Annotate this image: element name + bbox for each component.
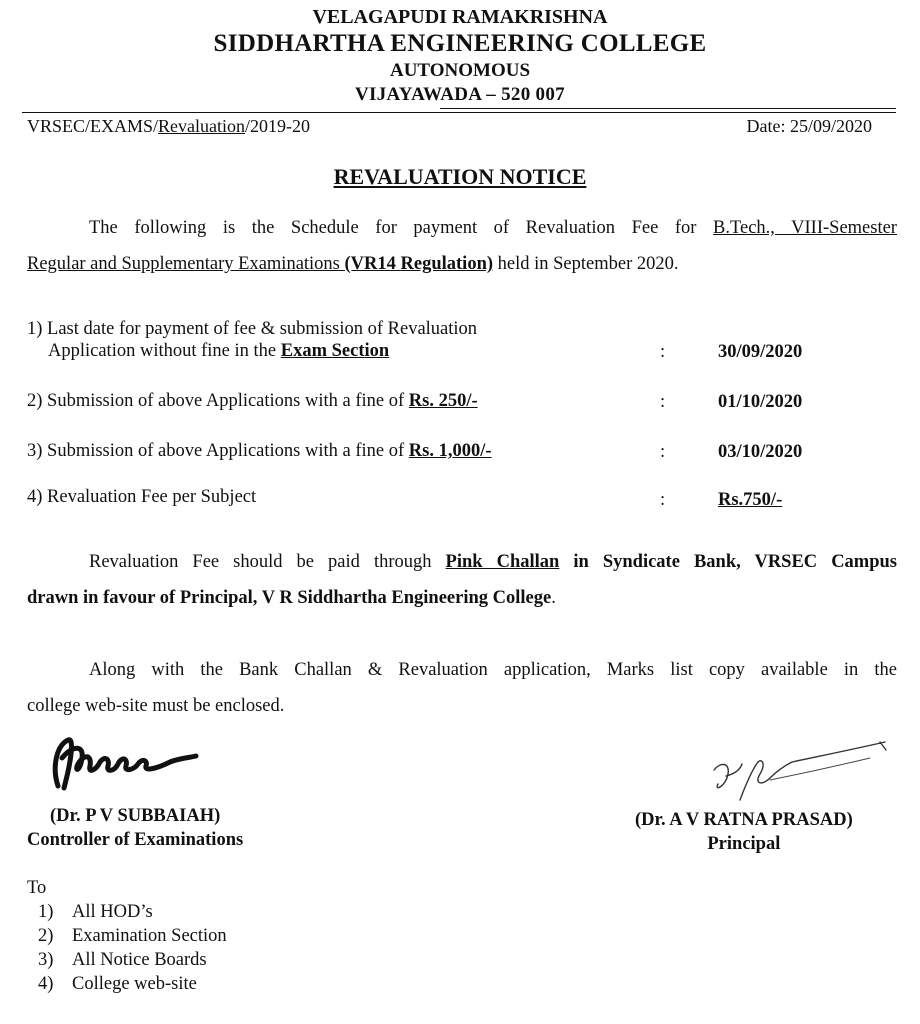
enclosure-paragraph — [27, 652, 897, 724]
schedule-item-2-value: 01/10/2020 — [718, 392, 803, 412]
college-address: VIJAYAWADA – 520 007 — [355, 84, 565, 105]
payment-line1 — [27, 544, 897, 580]
schedule-item-4-colon: : — [660, 490, 666, 510]
intro-regulation: (VR14 Regulation) — [344, 254, 494, 274]
intro-paragraph-line2 — [27, 246, 897, 282]
notice-title: REVALUATION NOTICE — [333, 164, 587, 189]
payment-line2 — [27, 580, 897, 616]
schedule-item-1-colon: : — [660, 342, 666, 362]
payment-bank: in Syndicate Bank, VRSEC Campus — [559, 552, 897, 572]
header-divider-top — [440, 108, 896, 109]
reference-prefix: VRSEC/EXAMS/ — [27, 116, 159, 136]
schedule-item-1-text: Application without fine in the — [48, 341, 281, 361]
list-item-label: Examination Section — [72, 926, 227, 946]
intro-exams: Regular and Supplementary Examinations — [27, 254, 345, 274]
controller-block — [27, 804, 243, 852]
list-item-number: 1) — [38, 902, 54, 922]
schedule-item-2-text: 2) Submission of above Applications with a fine of — [27, 391, 409, 411]
schedule-item-1-bold: Exam Section — [280, 341, 390, 361]
schedule-item-2-bold: Rs. 250/- — [408, 391, 478, 411]
schedule-item-1-value: 30/09/2020 — [718, 342, 803, 362]
controller-name: (Dr. P V SUBBAIAH) — [49, 806, 221, 826]
schedule-item-1 — [27, 318, 477, 362]
schedule-item-3-text: 3) Submission of above Applications with a fine of — [27, 441, 409, 461]
schedule-item-2-colon: : — [660, 392, 666, 412]
enclosure-line1: Along with the Bank Challan & Revaluation application, Marks list copy available in the — [89, 660, 897, 680]
header-divider — [22, 112, 896, 113]
list-item — [38, 924, 227, 948]
payment-text: Revaluation Fee should be paid through — [89, 552, 446, 572]
payment-favour: drawn in favour of Principal, V R Siddhartha Engineering College — [27, 588, 552, 608]
intro-held: held in September 2020. — [493, 254, 679, 274]
schedule-item-3-colon: : — [660, 442, 666, 462]
list-item-number: 2) — [38, 926, 54, 946]
list-item-label: All HOD’s — [72, 902, 153, 922]
principal-block — [635, 808, 853, 856]
list-item-number: 4) — [38, 974, 54, 994]
payment-challan: Pink Challan — [445, 552, 560, 572]
reference-number — [27, 116, 310, 137]
schedule-item-1-line2 — [27, 340, 477, 362]
principal-title: Principal — [707, 834, 781, 854]
principal-name: (Dr. A V RATNA PRASAD) — [635, 810, 853, 830]
college-name-line1: VELAGAPUDI RAMAKRISHNA — [312, 6, 608, 28]
payment-end: . — [551, 588, 556, 608]
enclosure-line2: college web-site must be enclosed. — [27, 696, 285, 716]
payment-paragraph — [27, 544, 897, 616]
intro-course: B.Tech., VIII-Semester — [713, 218, 897, 238]
distribution-list — [38, 900, 227, 996]
list-item-number: 3) — [38, 950, 54, 970]
schedule-item-3-bold: Rs. 1,000/- — [408, 441, 492, 461]
reference-underlined: Revaluation — [158, 116, 246, 136]
list-item — [38, 972, 227, 996]
schedule-item-1-line1: 1) Last date for payment of fee & submission of Revaluation — [27, 319, 478, 339]
schedule-item-3-value: 03/10/2020 — [718, 442, 803, 462]
schedule-item-3 — [27, 440, 492, 462]
college-status: AUTONOMOUS — [389, 60, 531, 81]
schedule-item-4-text: 4) Revaluation Fee per Subject — [27, 487, 257, 507]
distribution-to: To — [27, 878, 47, 898]
reference-suffix: /2019-20 — [245, 116, 311, 136]
schedule-item-4-value: Rs.750/- — [718, 490, 783, 510]
schedule-item-2 — [27, 390, 478, 412]
list-item — [38, 948, 227, 972]
intro-text: The following is the Schedule for payment of Revaluation Fee for — [89, 218, 714, 238]
controller-title: Controller of Examinations — [27, 830, 244, 850]
list-item — [38, 900, 227, 924]
college-name-line2: SIDDHARTHA ENGINEERING COLLEGE — [213, 30, 707, 57]
schedule-item-4 — [27, 486, 256, 508]
controller-signature — [38, 728, 208, 800]
list-item-label: College web-site — [72, 974, 197, 994]
notice-date: Date: 25/09/2020 — [746, 116, 872, 136]
intro-paragraph-line1 — [27, 210, 897, 246]
list-item-label: All Notice Boards — [72, 950, 207, 970]
